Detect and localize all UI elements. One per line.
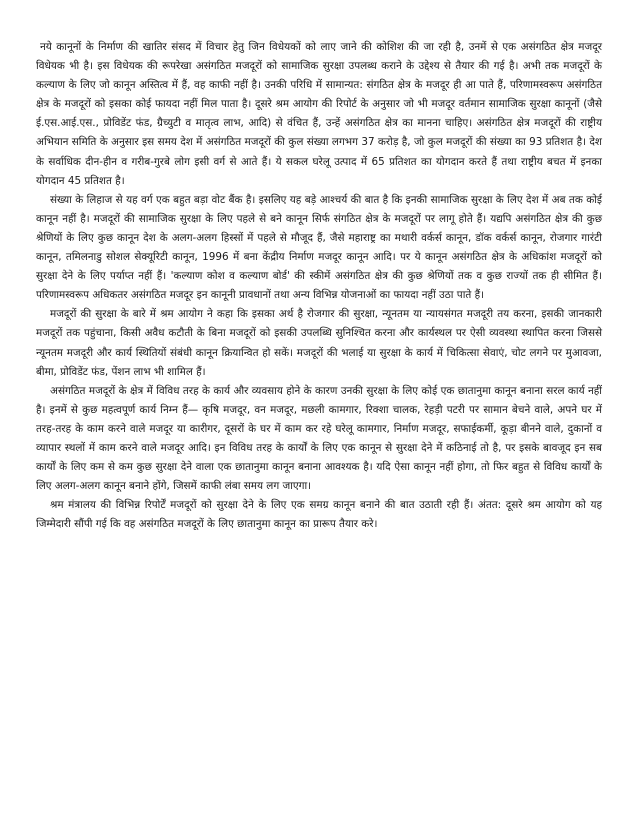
paragraph-1: नये कानूनों के निर्माण की खातिर संसद में विचार हेतु जिन विधेयकों को लाए जाने की कोशिश की जा रही है, उनमें से एक असंगठित क्षेत्र मजदूर विधेयक भी है। इस विधेयक की रूपरेखा असंगठित मजदूरों को सामाजिक सुरक्षा उपलब्ध कराने के उद्देश्य से तैयार की गई है। अभी तक मजदूरों के कल्याण के लिए जो कानून अस्तित्व में हैं, वह काफी नहीं है। उनकी परिधि में सामान्यत: संगठित क्षेत्र के मजदूर ही आ पाते हैं, परिणामस्वरूप असंगठित क्षेत्र के मजदूरों को इसका कोई फायदा नहीं मिल पाता है। दूसरे श्रम आयोग की रिपोर्ट के अनुसार जो भी मजदूर वर्तमान सामाजिक सुरक्षा कानूनों (जैसे ई.एस.आई.एस., प्रोविडेंट फंड, ग्रैच्युटी व मातृत्व लाभ, आदि) से वंचित हैं, उन्हें असंगठित क्षेत्र का मानना चाहिए। असंगठित क्षेत्र मजदूरों की राष्ट्रीय अभियान समिति के अनुसार इस समय देश में असंगठित मजदूरों की कुल संख्या लगभग 37 करोड़ है, जो कुल मजदूरों की संख्या का 93 प्रतिशत है। देश के सर्वाधिक दीन-हीन व गरीब-गुरबे लोग इसी वर्ग से आते हैं। ये सकल घरेलू उत्पाद में 65 प्रतिशत का योगदान करते हैं तथा राष्ट्रीय बचत में इनका योगदान 45 प्रतिशत है।: [36, 41, 602, 187]
paragraph-2: संख्या के लिहाज से यह वर्ग एक बहुत बड़ा वोट बैंक है। इसलिए यह बड़े आश्चर्य की बात है कि इनकी सामाजिक सुरक्षा के लिए देश में अब तक कोई कानून नहीं है। मजदूरों की सामाजिक सुरक्षा के लिए पहले से बने कानून सिर्फ संगठित क्षेत्र के मजदूरों पर लागू होते हैं। यद्यपि असंगठित क्षेत्र की कुछ श्रेणियों के लिए कुछ कानून देश के अलग-अलग हिस्सों में पहले से मौजूद हैं, जैसे महाराष्ट्र का मथारी वर्कर्स कानून, डॉक वर्कर्स कानून, रोजगार गारंटी कानून, तमिलनाडु सोशल सेक्यूरिटी कानून, 1996 में बना केंद्रीय निर्माण मजदूर कानून आदि। पर ये कानून असंगठित क्षेत्र के अधिकांश मजदूरों को सुरक्षा देने के लिए पर्याप्त नहीं हैं। 'कल्याण कोश व कल्याण बोर्ड' की स्कीमें असंगठित क्षेत्र की कुछ श्रेणियों तक व कुछ राज्यों तक ही सीमित हैं। परिणामस्वरूप अधिकतर असंगठित मजदूर इन कानूनी प्रावधानों तथा अन्य विभिन्न योजनाओं का फायदा नहीं उठा पाते हैं।: [36, 193, 602, 302]
paragraph-5: श्रम मंत्रालय की विभिन्न रिपोर्टें मजदूरों को सुरक्षा देने के लिए एक समग्र कानून बनाने की बात उठाती रही हैं। अंतत: दूसरे श्रम आयोग को यह जिम्मेदारी सौंपी गई कि वह असंगठित मजदूरों के लिए छातानुमा कानून का प्रारूप तैयार करे।: [36, 499, 602, 531]
paragraph-3: मजदूरों की सुरक्षा के बारे में श्रम आयोग ने कहा कि इसका अर्थ है रोजगार की सुरक्षा, न्यूनतम या न्यायसंगत मजदूरी तय करना, इसकी जानकारी मजदूरों तक पहुंचाना, किसी अवैध कटौती के बिना मजदूरों को इसकी उपलब्धि सुनिश्चित करना और कार्यस्थल पर ऐसी व्यवस्था स्थापित करना जिससे न्यूनतम मजदूरी और कार्य स्थितियों संबंधी कानून क्रियान्वित हो सकें। मजदूरों की भलाई या सुरक्षा के कार्य में चिकित्सा सेवाएं, चोट लगने पर मुआवजा, बीमा, प्रोविडेंट फंड, पेंशन लाभ भी शामिल हैं।: [36, 308, 602, 378]
paragraph-4: असंगठित मजदूरों के क्षेत्र में विविध तरह के कार्य और व्यवसाय होने के कारण उनकी सुरक्षा के लिए कोई एक छातानुमा कानून बनाना सरल कार्य नहीं है। इनमें से कुछ महत्वपूर्ण कार्य निम्न हैं— कृषि मजदूर, वन मजदूर, मछली कामगार, रिक्शा चालक, रेहड़ी पटरी पर सामान बेचने वाले, अपने घर में तरह-तरह के काम करने वाले मजदूर या कारीगर, दूसरों के घर में काम कर रहे घरेलू कामगार, निर्माण मजदूर, सफाईकर्मी, कूड़ा बीनने वाले, दुकानों व व्यापार स्थलों में काम करने वाले मजदूर आदि। इन विविध तरह के कार्यों के लिए एक कानून से सुरक्षा देने में कठिनाई तो है, पर इसके बावजूद इन सब कार्यों के लिए कम से कम कुछ सुरक्षा देने वाला एक छातानुमा कानून बनाना आवश्यक है। यदि ऐसा कानून नहीं होगा, तो फिर बहुत से विविध कार्यों के लिए अलग-अलग कानून बनाने होंगे, जिसमें काफी लंबा समय लग जाएगा।: [36, 384, 602, 493]
